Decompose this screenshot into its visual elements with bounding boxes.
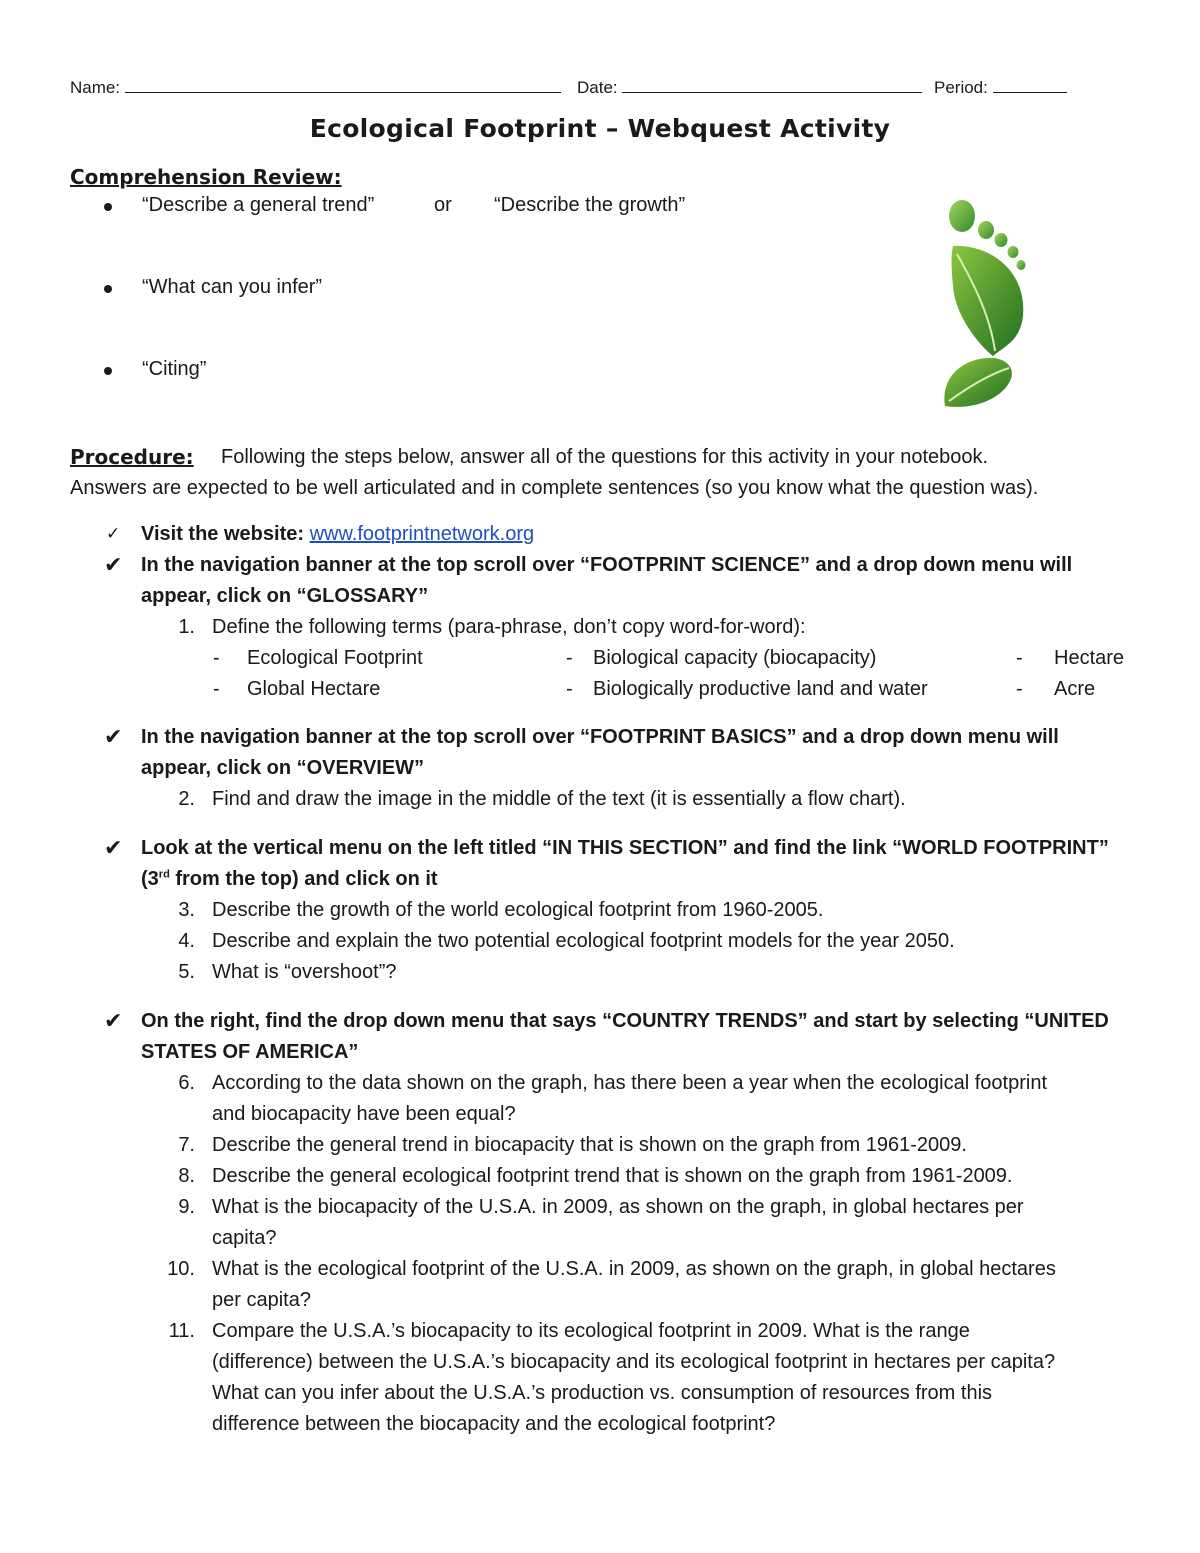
step-world-footprint-line2: [141, 868, 438, 891]
question-10-line2: per capita?: [212, 1289, 311, 1311]
question-number: 1.: [178, 616, 195, 638]
question-8: Describe the general ecological footprint trend that is shown on the graph from 1961-2009.: [212, 1165, 1013, 1187]
question-number: 5.: [178, 961, 195, 983]
question-9-line1: What is the biocapacity of the U.S.A. in 2009, as shown on the graph, in global hectares per: [212, 1196, 1024, 1218]
step-footprint-science-line2: appear, click on “GLOSSARY”: [141, 585, 429, 607]
question-number: 3.: [178, 899, 195, 921]
step-country-trends-line1: On the right, find the drop down menu that says “COUNTRY TRENDS” and start by selecting “UNITED: [141, 1010, 1109, 1032]
question-6-line1: According to the data shown on the graph, has there been a year when the ecological footprint: [212, 1072, 1047, 1094]
bullet-or: or: [434, 194, 452, 216]
period-label: Period:: [934, 78, 988, 97]
term-dash: -: [1016, 647, 1023, 669]
date-field[interactable]: [577, 76, 922, 98]
procedure-intro-line2: Answers are expected to be well articulated and in complete sentences (so you know what the question was).: [70, 477, 1039, 499]
step4-superscript: rd: [158, 868, 170, 881]
checkmark-icon: ✔: [104, 835, 123, 860]
term-biocapacity: Biological capacity (biocapacity): [593, 647, 877, 669]
name-label: Name:: [70, 78, 121, 97]
date-blank[interactable]: [622, 76, 922, 93]
question-2: Find and draw the image in the middle of the text (it is essentially a flow chart).: [212, 788, 906, 810]
procedure-intro-line1: Following the steps below, answer all of the questions for this activity in your notebook.: [221, 446, 989, 468]
step-country-trends-line2: STATES OF AMERICA”: [141, 1041, 359, 1063]
bullet-dot: [104, 285, 112, 293]
step-footprint-basics-line2: appear, click on “OVERVIEW”: [141, 757, 425, 779]
checkmark-icon: ✔: [104, 724, 123, 749]
question-9-line2: capita?: [212, 1227, 277, 1249]
checkmark-icon: ✔: [104, 552, 123, 577]
question-7: Describe the general trend in biocapacity that is shown on the graph from 1961-2009.: [212, 1134, 967, 1156]
question-11-line4: difference between the biocapacity and the ecological footprint?: [212, 1413, 776, 1435]
question-11-line3: What can you infer about the U.S.A.’s production vs. consumption of resources from this: [212, 1382, 993, 1404]
question-6-line2: and biocapacity have been equal?: [212, 1103, 516, 1125]
step-world-footprint-line1: Look at the vertical menu on the left titled “IN THIS SECTION” and find the link “WORLD FOOTPRINT”: [141, 837, 1109, 859]
step-visit-website: [141, 523, 534, 546]
question-11-line2: (difference) between the U.S.A.’s biocapacity and its ecological footprint in hectares per capita?: [212, 1351, 1056, 1373]
question-number: 4.: [178, 930, 195, 952]
step4-text-b: from the top) and click on it: [169, 868, 438, 890]
question-4: Describe and explain the two potential ecological footprint models for the year 2050.: [212, 930, 955, 952]
question-number: 8.: [178, 1165, 195, 1187]
question-number: 9.: [178, 1196, 195, 1218]
bullet-general-trend: “Describe a general trend”: [142, 194, 375, 216]
question-5: What is “overshoot”?: [212, 961, 397, 983]
footprint-network-link[interactable]: www.footprintnetwork.org: [309, 523, 535, 545]
question-1: Define the following terms (para-phrase, don’t copy word-for-word):: [212, 616, 806, 638]
page-title: Ecological Footprint – Webquest Activity: [309, 114, 891, 143]
question-number: 7.: [178, 1134, 195, 1156]
term-global-hectare: Global Hectare: [247, 678, 381, 700]
term-acre: Acre: [1054, 678, 1096, 700]
checkmark-icon: ✔: [104, 1008, 123, 1033]
term-ecological-footprint: Ecological Footprint: [247, 647, 423, 669]
question-11-line1: Compare the U.S.A.’s biocapacity to its ecological footprint in 2009. What is the range: [212, 1320, 970, 1342]
period-blank[interactable]: [993, 76, 1067, 93]
comprehension-heading: Comprehension Review:: [70, 165, 342, 189]
procedure-heading: Procedure:: [70, 445, 194, 469]
term-dash: -: [213, 678, 220, 700]
question-number: 6.: [178, 1072, 195, 1094]
question-10-line1: What is the ecological footprint of the U.S.A. in 2009, as shown on the graph, in global hectares: [212, 1258, 1056, 1280]
name-blank[interactable]: [125, 76, 561, 93]
date-label: Date:: [577, 78, 618, 97]
term-dash: -: [566, 647, 573, 669]
term-dash: -: [566, 678, 573, 700]
question-number: 11.: [168, 1320, 195, 1342]
bullet-infer: “What can you infer”: [142, 276, 323, 298]
question-number: 10.: [167, 1258, 195, 1280]
step-footprint-science-line1: In the navigation banner at the top scroll over “FOOTPRINT SCIENCE” and a drop down menu will: [141, 554, 1073, 576]
step-footprint-basics-line1: In the navigation banner at the top scroll over “FOOTPRINT BASICS” and a drop down menu will: [141, 726, 1059, 748]
step4-text-a: (3: [141, 868, 159, 890]
bullet-dot: [104, 203, 112, 211]
bullet-describe-growth: “Describe the growth”: [494, 194, 686, 216]
question-3: Describe the growth of the world ecological footprint from 1960-2005.: [212, 899, 824, 921]
footprint-leaf-icon: [935, 196, 1045, 416]
term-dash: -: [213, 647, 220, 669]
question-number: 2.: [178, 788, 195, 810]
bullet-dot: [104, 367, 112, 375]
name-field[interactable]: [70, 76, 561, 98]
checkmark-icon: ✓: [106, 524, 121, 543]
term-hectare: Hectare: [1054, 647, 1125, 669]
period-field[interactable]: [934, 76, 1067, 98]
term-productive-land: Biologically productive land and water: [593, 678, 928, 700]
bullet-citing: “Citing”: [142, 358, 207, 380]
visit-label: Visit the website:: [141, 523, 305, 545]
term-dash: -: [1016, 678, 1023, 700]
